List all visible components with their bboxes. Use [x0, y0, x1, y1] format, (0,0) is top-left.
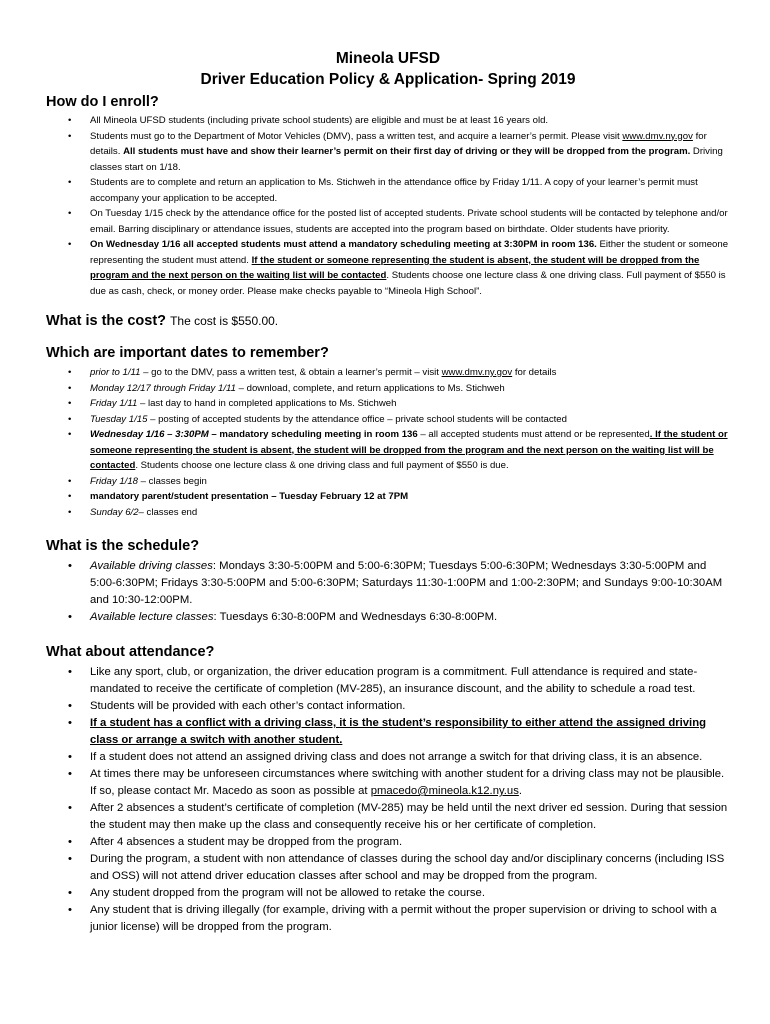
attendance-item: • During the program, a student with non attendance of classes during the school day and/or disciplinary concerns (including ISS and OSS) will not attend driver education classes after school and may be dropped from the program.: [46, 851, 730, 885]
date-item: • Tuesday 1/15 – posting of accepted students by the attendance office – private school students will be contacted: [46, 412, 730, 428]
enroll-item-permit: • Students must go to the Department of Motor Vehicles (DMV), pass a written test, and acquire a learner’s permit. Please visit www.dmv.ny.gov for details. All students must have and show their learner’s permit on their first day of driving or they will be dropped from the program. Driving classes start on 1/18.: [46, 129, 730, 176]
attendance-item: • Like any sport, club, or organization, the driver education program is a commitment. Full attendance is required and state-mandated to receive the certificate of completion (MV-285), an insurance discount, and the ability to schedule a road test.: [46, 664, 730, 698]
cost-heading: What is the cost? The cost is $550.00.: [46, 313, 279, 329]
enroll-item-eligibility: • All Mineola UFSD students (including private school students) are eligible and must be at least 16 years old.: [46, 113, 730, 129]
attendance-item: • If a student does not attend an assigned driving class and does not arrange a switch for that driving class, it is an absence.: [46, 749, 730, 766]
attendance-list: [46, 664, 730, 936]
date-item: • Friday 1/11 – last day to hand in completed applications to Ms. Stichweh: [46, 396, 730, 412]
date-item: • Sunday 6/2– classes end: [46, 505, 730, 521]
email-link[interactable]: pmacedo@mineola.k12.ny.us: [370, 785, 519, 797]
enroll-item-scheduling-meeting: • On Wednesday 1/16 all accepted students must attend a mandatory scheduling meeting at 3:30PM in room 136. Either the student or someone representing the student must attend. If the student or someone representing the student is absent, the student will be dropped from the program and the next person on the waiting list will be contacted. Students choose one lecture class & one driving class. Full payment of $550 is due as cash, check, or money order. Please make checks payable to “Mineola High School”.: [46, 237, 730, 299]
date-item: • prior to 1/11 – go to the DMV, pass a written test, & obtain a learner’s permit – visit www.dmv.ny.gov for details: [46, 365, 730, 381]
date-item: • Monday 12/17 through Friday 1/11 – download, complete, and return applications to Ms. Stichweh: [46, 381, 730, 397]
attendance-item: • At times there may be unforeseen circumstances where switching with another student for a driving class may not be plausible. If so, please contact Mr. Macedo as soon as possible at pmacedo@mineola.k12.ny.us.: [46, 766, 730, 800]
dates-heading: Which are important dates to remember?: [46, 345, 329, 361]
schedule-item-driving: • Available driving classes: Mondays 3:30-5:00PM and 5:00-6:30PM; Tuesdays 5:00-6:30PM; Wednesdays 3:30-5:00PM and 5:00-6:30PM; Fridays 3:30-5:00PM and 5:00-6:30PM; Saturdays 11:30-1:00PM and 1:00-2:30PM; and Sundays 9:00-10:30AM and 10:30-12:00PM.: [46, 558, 730, 609]
dmv-link[interactable]: www.dmv.ny.gov: [622, 130, 693, 142]
schedule-list: [46, 558, 730, 626]
attendance-item: • If a student has a conflict with a driving class, it is the student’s responsibility to either attend the assigned driving class or arrange a switch with another student.: [46, 715, 730, 749]
schedule-item-lecture: • Available lecture classes: Tuesdays 6:30-8:00PM and Wednesdays 6:30-8:00PM.: [46, 609, 730, 626]
attendance-item: • After 4 absences a student may be dropped from the program.: [46, 834, 730, 851]
dmv-link[interactable]: www.dmv.ny.gov: [441, 367, 513, 378]
document-title: Driver Education Policy & Application- Spring 2019: [200, 71, 576, 88]
cost-value: The cost is $550.00.: [170, 314, 279, 328]
enroll-item-accepted-list: • On Tuesday 1/15 check by the attendance office for the posted list of accepted students. Private school students will be contacted by telephone and/or email. Barring disciplinary or attendance issues, students are accepted into the program based on birthdate. Older students have priority.: [46, 206, 730, 237]
attendance-heading: What about attendance?: [46, 644, 215, 660]
dates-list: [46, 365, 730, 520]
attendance-item: • Any student that is driving illegally (for example, driving with a permit without the proper supervision or driving to school with a junior license) will be dropped from the program.: [46, 902, 730, 936]
attendance-item: • After 2 absences a student’s certificate of completion (MV-285) may be held until the next driver ed session. During that session the student may then make up the class and consequently receive his or her certificate of completion.: [46, 800, 730, 834]
schedule-heading: What is the schedule?: [46, 538, 200, 554]
enroll-item-application: • Students are to complete and return an application to Ms. Stichweh in the attendance office by Friday 1/11. A copy of your learner’s permit must accompany your application to be accepted.: [46, 175, 730, 206]
attendance-item: • Any student dropped from the program will not be allowed to retake the course.: [46, 885, 730, 902]
date-item: • mandatory parent/student presentation – Tuesday February 12 at 7PM: [46, 489, 730, 505]
attendance-item: • Students will be provided with each other’s contact information.: [46, 698, 730, 715]
enroll-heading: How do I enroll?: [46, 94, 159, 110]
date-item: • Wednesday 1/16 – 3:30PM – mandatory scheduling meeting in room 136 – all accepted students must attend or be represented. If the student or someone representing the student is absent, the student will be dropped from the program and the next person on the waiting list will be contacted. Students choose one lecture class & one driving class and full payment of $550 is due.: [46, 427, 730, 474]
date-item: • Friday 1/18 – classes begin: [46, 474, 730, 490]
enroll-list: [46, 113, 730, 299]
district-title: Mineola UFSD: [335, 50, 441, 67]
